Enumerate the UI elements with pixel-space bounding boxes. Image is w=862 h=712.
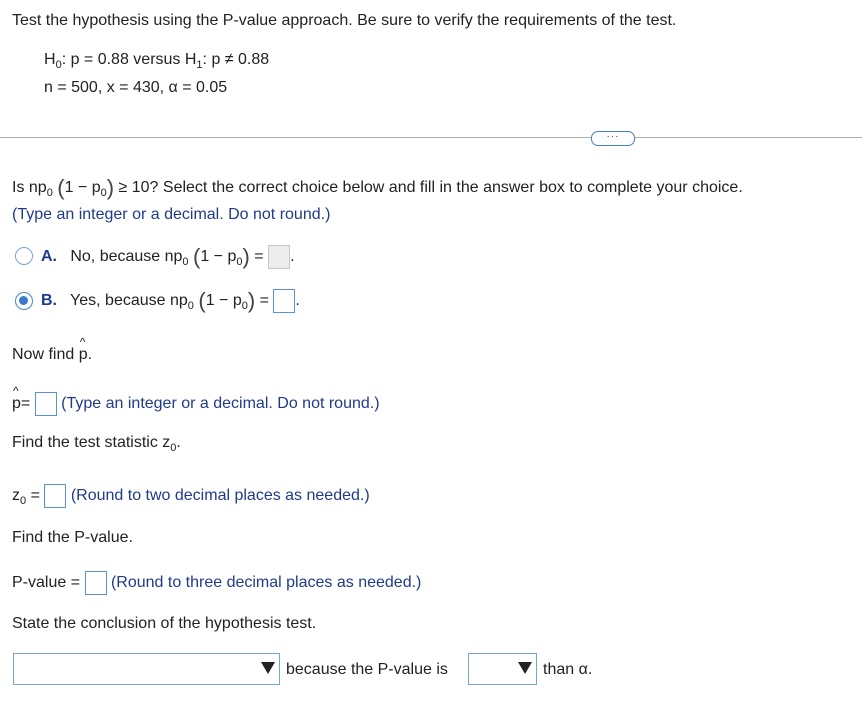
pvalue-row: P-value = (Round to three decimal places as needed.) xyxy=(12,571,421,595)
comparison-select[interactable] xyxy=(468,653,537,685)
option-b[interactable]: B. Yes, because $np_0$ $(1 - p_0)$ = . xyxy=(41,288,300,313)
z0-input[interactable] xyxy=(44,484,66,508)
pvalue-input[interactable] xyxy=(85,571,107,595)
option-a-radio[interactable] xyxy=(15,247,33,265)
phat-row: ^ p= (Type an integer or a decimal. Do not round.) xyxy=(12,392,380,416)
instruction-text: Test the hypothesis using the P-value approach. Be sure to verify the requirements of the test. xyxy=(12,12,677,29)
z0-row: $z_0$ = (Round to two decimal places as needed.) xyxy=(12,484,370,508)
conclusion-middle-text: because the P-value is xyxy=(286,661,448,678)
section-divider xyxy=(0,137,862,138)
option-b-answer-box[interactable] xyxy=(273,289,295,313)
option-a[interactable]: A. No, because $np_0$ $(1 - p_0)$ = . xyxy=(41,244,295,269)
conclusion-select[interactable] xyxy=(13,653,280,685)
phat-input[interactable] xyxy=(35,392,57,416)
more-button[interactable]: ··· xyxy=(591,131,635,146)
given-values: n = 500, x = 430, α = 0.05 xyxy=(44,79,228,96)
conclusion-prompt: State the conclusion of the hypothesis test. xyxy=(12,615,317,632)
find-z0-prompt: Find the test statistic $z_0$. xyxy=(12,434,181,454)
chevron-down-icon xyxy=(261,662,275,674)
conclusion-end-text: than α. xyxy=(543,661,593,678)
option-a-answer-box[interactable] xyxy=(268,245,290,269)
requirement-question: Is $np_0$ $(1 - p_0) \ge 10$? Select the correct choice below and fill in the answer box to complete your choice. xyxy=(12,175,743,200)
requirement-hint: (Type an integer or a decimal. Do not round.) xyxy=(12,206,331,223)
hypotheses: $H_0$: p = 0.88 versus $H_1$: p ≠ 0.88 xyxy=(44,51,270,71)
chevron-down-icon xyxy=(518,662,532,674)
option-b-radio[interactable] xyxy=(15,292,33,310)
find-pvalue-prompt: Find the P-value. xyxy=(12,529,133,546)
find-phat-prompt: Now find ^ p. xyxy=(12,346,92,364)
